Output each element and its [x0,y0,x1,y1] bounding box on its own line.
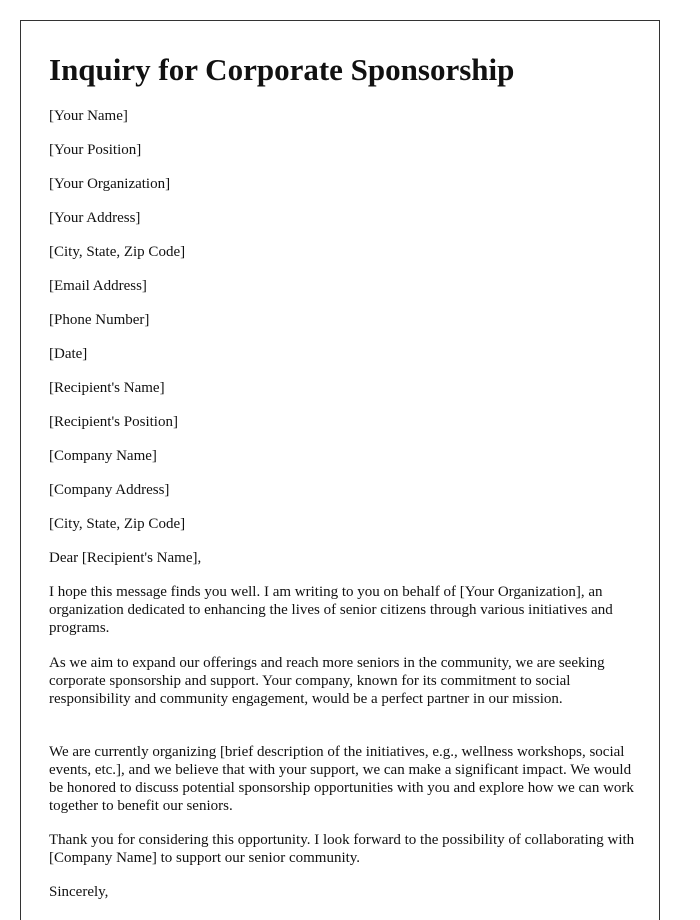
sender-name: [Your Name] [49,108,128,124]
sender-email: [Email Address] [49,278,147,294]
recipient-city-state-zip: [City, State, Zip Code] [49,516,186,532]
sender-position: [Your Position] [49,142,142,158]
recipient-address: [Company Address] [49,482,170,498]
body-paragraph: We are currently organizing [brief description of the initiatives, e.g., wellness workshops, social events, etc.], and we believe that with your support, we can make a significant impact. We would be honored to discuss potential sponsorship opportunities with you and explore how we can work together to benefit our seniors. [49,744,634,814]
sender-organization: [Your Organization] [49,176,171,192]
letter-title: Inquiry for Corporate Sponsorship [49,52,515,87]
sender-address: [Your Address] [49,210,141,226]
letter-date: [Date] [49,346,88,362]
sender-city-state-zip: [City, State, Zip Code] [49,244,186,260]
letter-page [20,20,660,920]
body-paragraph: Thank you for considering this opportunity. I look forward to the possibility of collaborating with [Company Name] to support our senior community. [49,832,635,866]
body-paragraph: I hope this message finds you well. I am writing to you on behalf of [Your Organization], an organization dedicated to enhancing the lives of senior citizens through various initiatives and programs. [49,584,613,636]
body-paragraph: As we aim to expand our offerings and reach more seniors in the community, we are seeking corporate sponsorship and support. Your company, known for its commitment to social responsibility and community engagement, would be a perfect partner in our mission. [49,655,605,707]
closing: Sincerely, [49,884,109,900]
sender-phone: [Phone Number] [49,312,150,328]
recipient-name: [Recipient's Name] [49,380,165,396]
recipient-position: [Recipient's Position] [49,414,178,430]
salutation: Dear [Recipient's Name], [49,550,202,566]
recipient-company: [Company Name] [49,448,157,464]
